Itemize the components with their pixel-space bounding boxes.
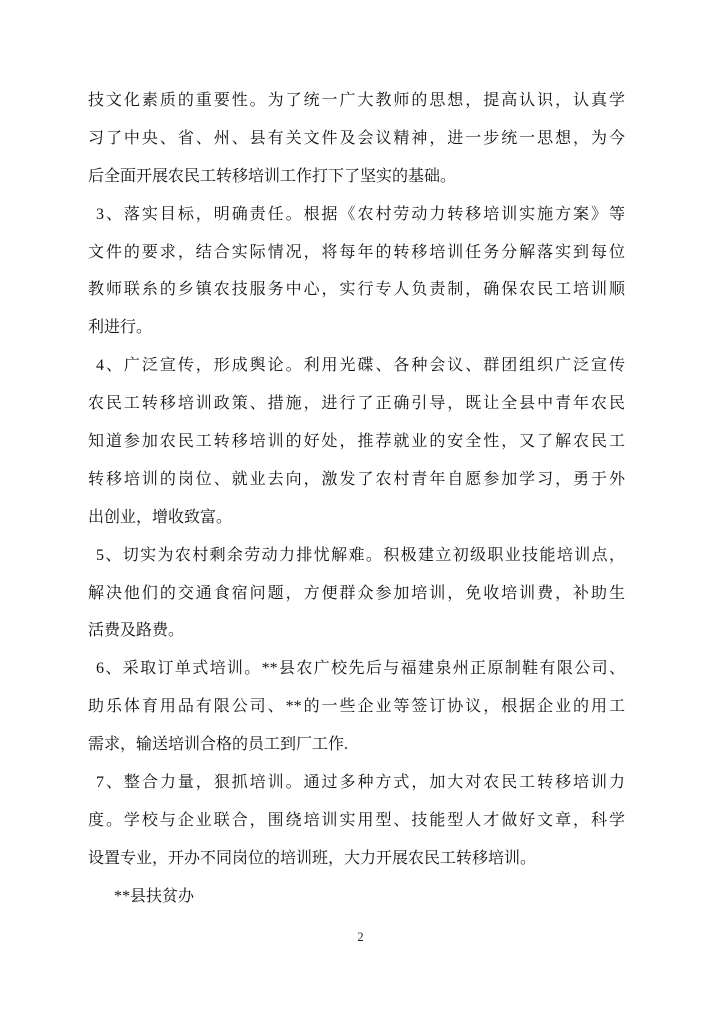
text-line: 助乐体育用品有限公司、**的一些企业等签订协议，根据企业的用工 xyxy=(88,698,625,716)
paragraph-item-7 xyxy=(88,764,625,878)
signature-line: **县扶贫办 xyxy=(114,887,195,905)
text-line: 知道参加农民工转移培训的好处，推荐就业的安全性，又了解农民工 xyxy=(88,433,625,451)
text-line: 解决他们的交通食宿问题，方便群众参加培训，免收培训费，补助生 xyxy=(88,584,625,602)
text-line: 文件的要求，结合实际情况，将每年的转移培训任务分解落实到每位 xyxy=(88,243,625,261)
paragraph-item-3 xyxy=(88,196,625,348)
paragraph-signature xyxy=(88,878,625,916)
text-line: 活费及路费。 xyxy=(88,622,185,640)
paragraph-continuation xyxy=(88,82,625,196)
text-line: 5、切实为农村剩余劳动力排忧解难。积极建立初级职业技能培训点， xyxy=(96,546,625,564)
text-line: 6、采取订单式培训。**县农广校先后与福建泉州正原制鞋有限公司、 xyxy=(96,660,625,678)
text-line: 农民工转移培训政策、措施，进行了正确引导，既让全县中青年农民 xyxy=(88,395,625,413)
text-line: 利进行。 xyxy=(88,319,153,337)
text-line: 技文化素质的重要性。为了统一广大教师的思想，提高认识，认真学 xyxy=(88,92,625,109)
text-line: 度。学校与企业联合，围绕培训实用型、技能型人才做好文章，科学 xyxy=(88,811,625,829)
text-line: 转移培训的岗位、就业去向，激发了农村青年自愿参加学习，勇于外 xyxy=(88,470,625,488)
paragraph-item-6 xyxy=(88,650,625,764)
text-line: 需求，输送培训合格的员工到厂工作. xyxy=(88,736,349,754)
paragraph-item-5 xyxy=(88,537,625,651)
text-line: 设置专业，开办不同岗位的培训班，大力开展农民工转移培训。 xyxy=(88,849,537,867)
paragraph-item-4 xyxy=(88,347,625,536)
text-line: 出创业，增收致富。 xyxy=(88,508,233,526)
text-line: 后全面开展农民工转移培训工作打下了坚实的基础。 xyxy=(88,167,457,185)
text-line: 3、落实目标，明确责任。根据《农村劳动力转移培训实施方案》等 xyxy=(96,205,625,223)
text-line: 7、整合力量，狠抓培训。通过多种方式，加大对农民工转移培训力 xyxy=(96,774,625,792)
text-line: 习了中央、省、州、县有关文件及会议精神，进一步统一思想，为今 xyxy=(88,129,625,147)
text-line: 教师联糸的乡镇农技服务中心，实行专人负责制，确保农民工培训顺 xyxy=(88,281,625,299)
text-line: 4、广泛宣传，形成舆论。利用光碟、各种会议、群团组织广泛宣传 xyxy=(96,357,625,375)
document-body xyxy=(88,82,625,916)
page-number: 2 xyxy=(357,930,364,944)
